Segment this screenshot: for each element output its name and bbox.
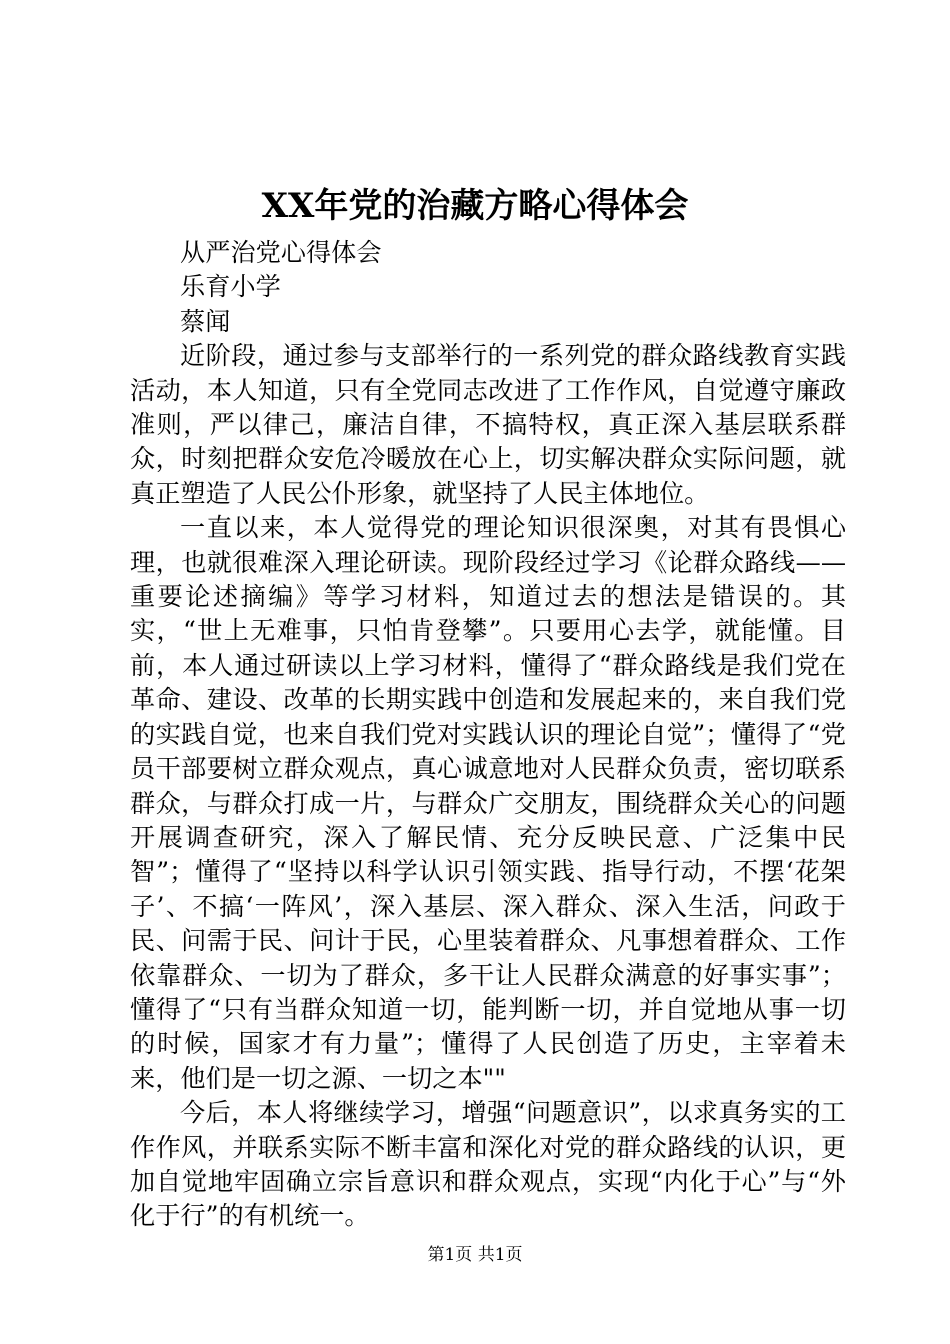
paragraph-2: 一直以来，本人觉得党的理论知识很深奥，对其有畏惧心理，也就很难深入理论研读。现阶段经过学习《论群众路线——重要论述摘编》等学习材料，知道过去的想法是错误的。其实，“世上无难事，只怕肯登攀”。只要用心去学，就能懂。目前，本人通过研读以上学习材料，懂得了“群众路线是我们党在革命、建设、改革的长期实践中创造和发展起来的，来自我们党的实践自觉，也来自我们党对实践认识的理论自觉”；懂得了“党员干部要树立群众观点，真心诚意地对人民群众负责，密切联系群众，与群众打成一片，与群众广交朋友，围绕群众关心的问题开展调查研究，深入了解民情、充分反映民意、广泛集中民智”；懂得了“坚持以科学认识引领实践、指导行动，不摆‘花架子’、不搞‘一阵风’，深入基层、深入群众、深入生活，问政于民、问需于民、问计于民，心里装着群众、凡事想着群众、工作依靠群众、一切为了群众，多干让人民群众满意的好事实事”；懂得了“只有当群众知道一切，能判断一切，并自觉地从事一切的时候，国家才有力量”；懂得了人民创造了历史，主宰着未来，他们是一切之源、一切之本""	[130, 513, 846, 1093]
paragraph-3: 今后，本人将继续学习，增强“问题意识”，以求真务实的工作作风，并联系实际不断丰富和深化对党的群众路线的认识，更加自觉地牢固确立宗旨意识和群众观点，实现“内化于心”与“外化于行”的有机统一。	[130, 1098, 846, 1231]
subtitle-line: 从严治党心得体会	[180, 238, 382, 267]
document-body	[130, 236, 846, 1234]
paragraph-1: 近阶段，通过参与支部举行的一系列党的群众路线教育实践活动，本人知道，只有全党同志改进了工作作风，自觉遵守廉政准则，严以律己，廉洁自律，不搞特权，真正深入基层联系群众，时刻把群众安危冷暖放在心上，切实解决群众实际问题，就真正塑造了人民公仆形象，就坚持了人民主体地位。	[130, 341, 846, 508]
school-line: 乐育小学	[180, 272, 281, 302]
document-title: XX年党的治藏方略心得体会	[261, 186, 689, 226]
author-line: 蔡闻	[180, 306, 231, 336]
page-footer: 第1页 共1页	[427, 1245, 523, 1265]
